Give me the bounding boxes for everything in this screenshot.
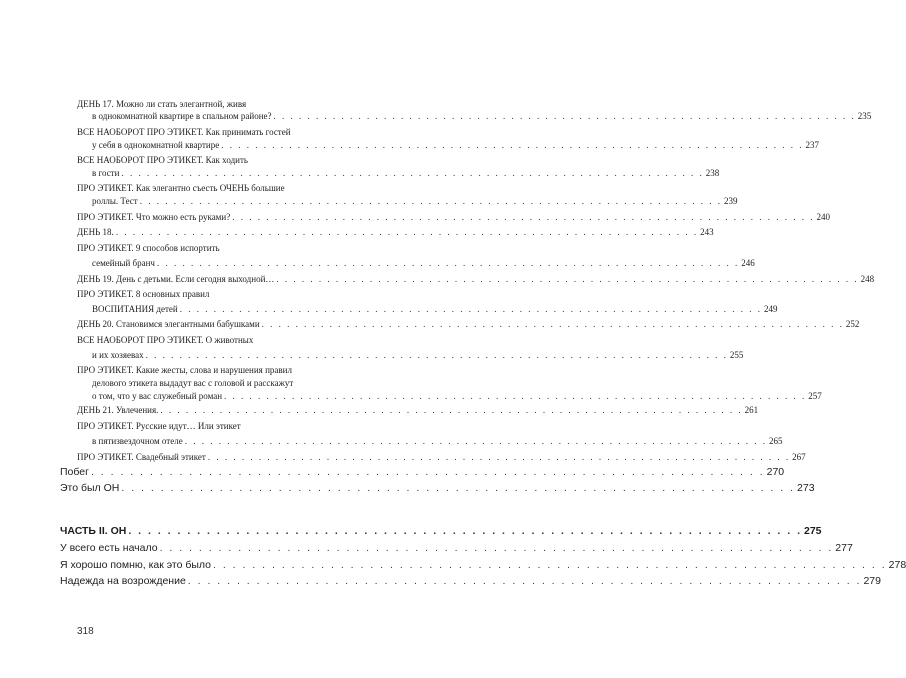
toc-entry: ВОСПИТАНИЯ детей . . . 249 <box>92 303 342 315</box>
toc-entry: в однокомнатной квартире в спальном районе? . . . 235 <box>92 110 342 122</box>
page-number: 243 <box>700 227 714 237</box>
toc-entry-line: ВСЕ НАОБОРОТ ПРО ЭТИКЕТ. О животных <box>77 335 254 345</box>
leader-dots <box>188 574 862 588</box>
leader-dots <box>157 257 739 269</box>
toc-entry-line: ПРО ЭТИКЕТ. 8 основных правил <box>77 289 210 299</box>
page-number: 237 <box>805 140 819 150</box>
toc-entry: у себя в однокомнатной квартире . . . 237 <box>92 139 342 151</box>
leader-dots <box>116 226 698 238</box>
page-number: 235 <box>857 111 872 121</box>
page-folio: 318 <box>77 626 94 637</box>
toc-chapter: Надежда на возрождение . . . 279 <box>60 574 342 588</box>
toc-chapter: Я хорошо помню, как это было . . . 278 <box>60 558 342 572</box>
leader-dots <box>213 558 887 572</box>
toc-entry: ДЕНЬ 19. День с детьми. Если сегодня выходной… . . . 248 <box>77 273 342 285</box>
leader-dots <box>146 349 728 361</box>
toc-entry: ПРО ЭТИКЕТ. Свадебный этикет . . . 267 <box>77 451 342 463</box>
toc-entry: ДЕНЬ 20. Становимся элегантными бабушками . . . 252 <box>77 318 342 330</box>
toc-entry: ПРО ЭТИКЕТ. Что можно есть руками? . . . 240 <box>77 211 342 223</box>
page-number: 261 <box>744 405 759 415</box>
page-number: 277 <box>835 542 853 554</box>
page-number: 265 <box>768 436 783 446</box>
page-number: 279 <box>863 575 881 587</box>
toc-part-heading: ЧАСТЬ II. ОН . . . 275 <box>60 524 342 538</box>
toc-entry-line: ВСЕ НАОБОРОТ ПРО ЭТИКЕТ. Как принимать гостей <box>77 127 291 137</box>
toc-entry-line: ПРО ЭТИКЕТ. Русские идут… Или этикет <box>77 421 241 431</box>
page-number: 249 <box>763 304 778 314</box>
leader-dots <box>140 195 722 207</box>
toc-entry-line: делового этикета выдадут вас с головой и расскажут <box>92 378 294 388</box>
leader-dots <box>232 211 814 223</box>
page-number: 238 <box>705 168 720 178</box>
toc-entry: в пятизвездочном отеле . . . 265 <box>92 435 342 447</box>
leader-dots <box>221 139 803 151</box>
leader-dots <box>160 541 834 555</box>
toc-entry-line: ПРО ЭТИКЕТ. Какие жесты, слова и нарушения правил <box>77 365 292 375</box>
page-number: 239 <box>723 196 738 206</box>
toc-chapter: У всего есть начало . . . 277 <box>60 541 342 555</box>
leader-dots <box>91 465 765 479</box>
toc-entry: и их хозяевах . . . 255 <box>92 349 342 361</box>
leader-dots <box>180 303 762 315</box>
page-number: 248 <box>860 274 875 284</box>
toc-entry-line: ДЕНЬ 17. Можно ли стать элегантной, живя <box>77 99 247 109</box>
leader-dots <box>276 273 858 285</box>
toc-entry: ДЕНЬ 18. . . . 243 <box>77 226 342 238</box>
page-number: 278 <box>888 559 906 571</box>
toc-section: Побег . . . 270 <box>60 465 342 479</box>
toc-entry: о том, что у вас служебный роман . . . 257 <box>92 390 342 402</box>
page-number: 240 <box>816 212 830 222</box>
leader-dots <box>208 451 790 463</box>
leader-dots <box>121 481 795 495</box>
page-number: 275 <box>804 525 822 537</box>
toc-entry: роллы. Тест . . . 239 <box>92 195 342 207</box>
leader-dots <box>274 110 856 122</box>
toc-entry-line: ПРО ЭТИКЕТ. 9 способов испортить <box>77 243 220 253</box>
leader-dots <box>128 524 802 538</box>
leader-dots <box>121 167 703 179</box>
leader-dots <box>160 404 742 416</box>
page-number: 273 <box>797 482 815 494</box>
page-number: 252 <box>845 319 860 329</box>
page-number: 255 <box>729 350 744 360</box>
page-number: 257 <box>808 391 822 401</box>
page-number: 270 <box>766 466 785 478</box>
toc-entry: ДЕНЬ 21. Увлечения. . . . 261 <box>77 404 342 416</box>
leader-dots <box>185 435 767 447</box>
leader-dots <box>262 318 844 330</box>
page-number: 246 <box>741 258 755 268</box>
toc-entry-line: ВСЕ НАОБОРОТ ПРО ЭТИКЕТ. Как ходить <box>77 155 249 165</box>
toc-entry: в гости . . . 238 <box>92 167 342 179</box>
leader-dots <box>224 390 806 402</box>
toc-section: Это был ОН . . . 273 <box>60 481 342 495</box>
toc-entry: семейный бранч . . . 246 <box>92 257 342 269</box>
toc-entry-line: ПРО ЭТИКЕТ. Как элегантно съесть ОЧЕНЬ большие <box>77 183 285 193</box>
page-number: 267 <box>792 452 806 462</box>
